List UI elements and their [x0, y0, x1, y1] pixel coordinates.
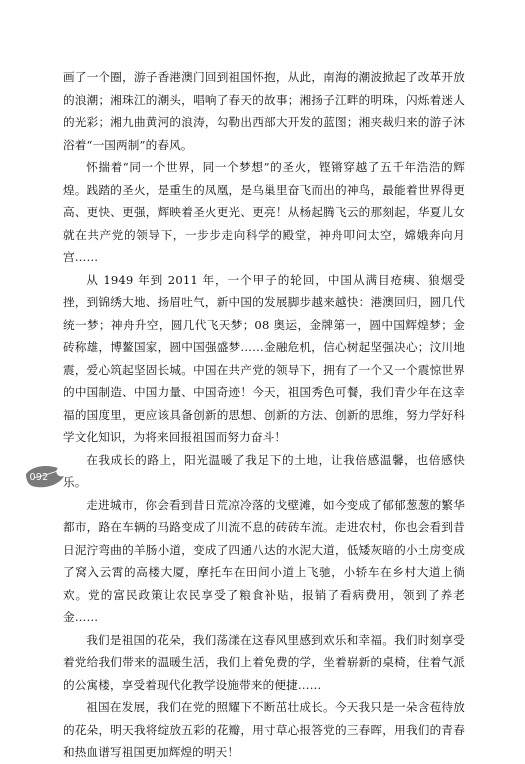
paragraph-4: 在我成长的路上，阳光温暖了我足下的土地，让我倍感温馨，也倍感快乐。 — [63, 452, 465, 489]
paragraph-7: 祖国在发展，我们在党的照耀下不断茁壮成长。今天我只是一朵含苞待放的花朵，明天我将绽放五彩的花瓣，用寸草心报答党的三春晖，用我们的青春和热血谱写祖国更加辉煌的明天！ — [63, 700, 465, 759]
paragraph-6: 我们是祖国的花朵，我们荡漾在这春风里感到欢乐和幸福。我们时刻享受着党给我们带来的温暖生活，我们上着免费的学，坐着崭新的桌椅，住着气派的公寓楼，享受着现代化教学设施带来的便捷…… — [63, 632, 465, 692]
paragraph-2: 怀揣着“同一个世界，同一个梦想”的圣火，铿锵穿越了五千年浩浩的辉煌。践踏的圣火，是重生的凤凰，是乌巢里奋飞而出的神鸟，最能着世界得更高、更快、更强，辉映着圣火更光、更亮！从杨起腾飞云的那刻起，华夏儿女就在共产党的领导下，一步步走向科学的殿堂，神舟叩问太空，嫦娥奔向月宫…… — [63, 160, 465, 264]
article-body — [63, 66, 465, 764]
page-number-badge — [24, 460, 68, 500]
page-number: 092 — [29, 472, 49, 483]
paragraph-1: 画了一个圈，游子香港澳门回到祖国怀抱，从此，南海的潮波掀起了改革开放的浪潮；湘珠江的潮头，唱响了春天的故事；湘扬子江畔的明珠，闪烁着迷人的光彩；湘九曲黄河的浪涛，勾勒出西部大开发的蓝图；湘夹裁归来的游子沐浴着“一国两制”的春风。 — [63, 70, 465, 152]
paragraph-5: 走进城市，你会看到昔日荒凉冷落的戈壁滩，如今变成了郁郁葱葱的繁华都市，路在车辆的马路变成了川流不息的砖砖车流。走进农村，你也会看到昔日泥泞弯曲的羊肠小道，变成了四通八达的水泥大道，低矮灰暗的小土房变成了窝入云霄的高楼大厦，摩托车在田间小道上飞驰，小轿车在乡村大道上徜欢。党的富民政策让农民享受了粮食补贴，报销了看病费用，领到了养老金…… — [63, 497, 465, 624]
paragraph-3: 从 1949 年到 2011 年，一个甲子的轮回，中国从满目疮痍、狼烟受挫，到锦绣大地、扬眉吐气，新中国的发展脚步越来越快：港澳回归，圆几代统一梦；神舟升空，圆几代飞天梦；08 奥运，金牌第一，圆中国辉煌梦；金砖称雄，博鳌国家，圆中国强盛梦……金融危机，信心树起坚强决心；汶川地震，爱心筑起坚固长城。中国在共产党的领导下，拥有了一个又一个震惊世界的中国制造、中国力量、中国奇迹！今天，祖国秀色可餐，我们青少年在这幸福的国度里，更应该具备创新的思想、创新的方法、创新的思维，努力学好科学文化知识，为将来回报祖国而努力奋斗！ — [63, 272, 465, 444]
